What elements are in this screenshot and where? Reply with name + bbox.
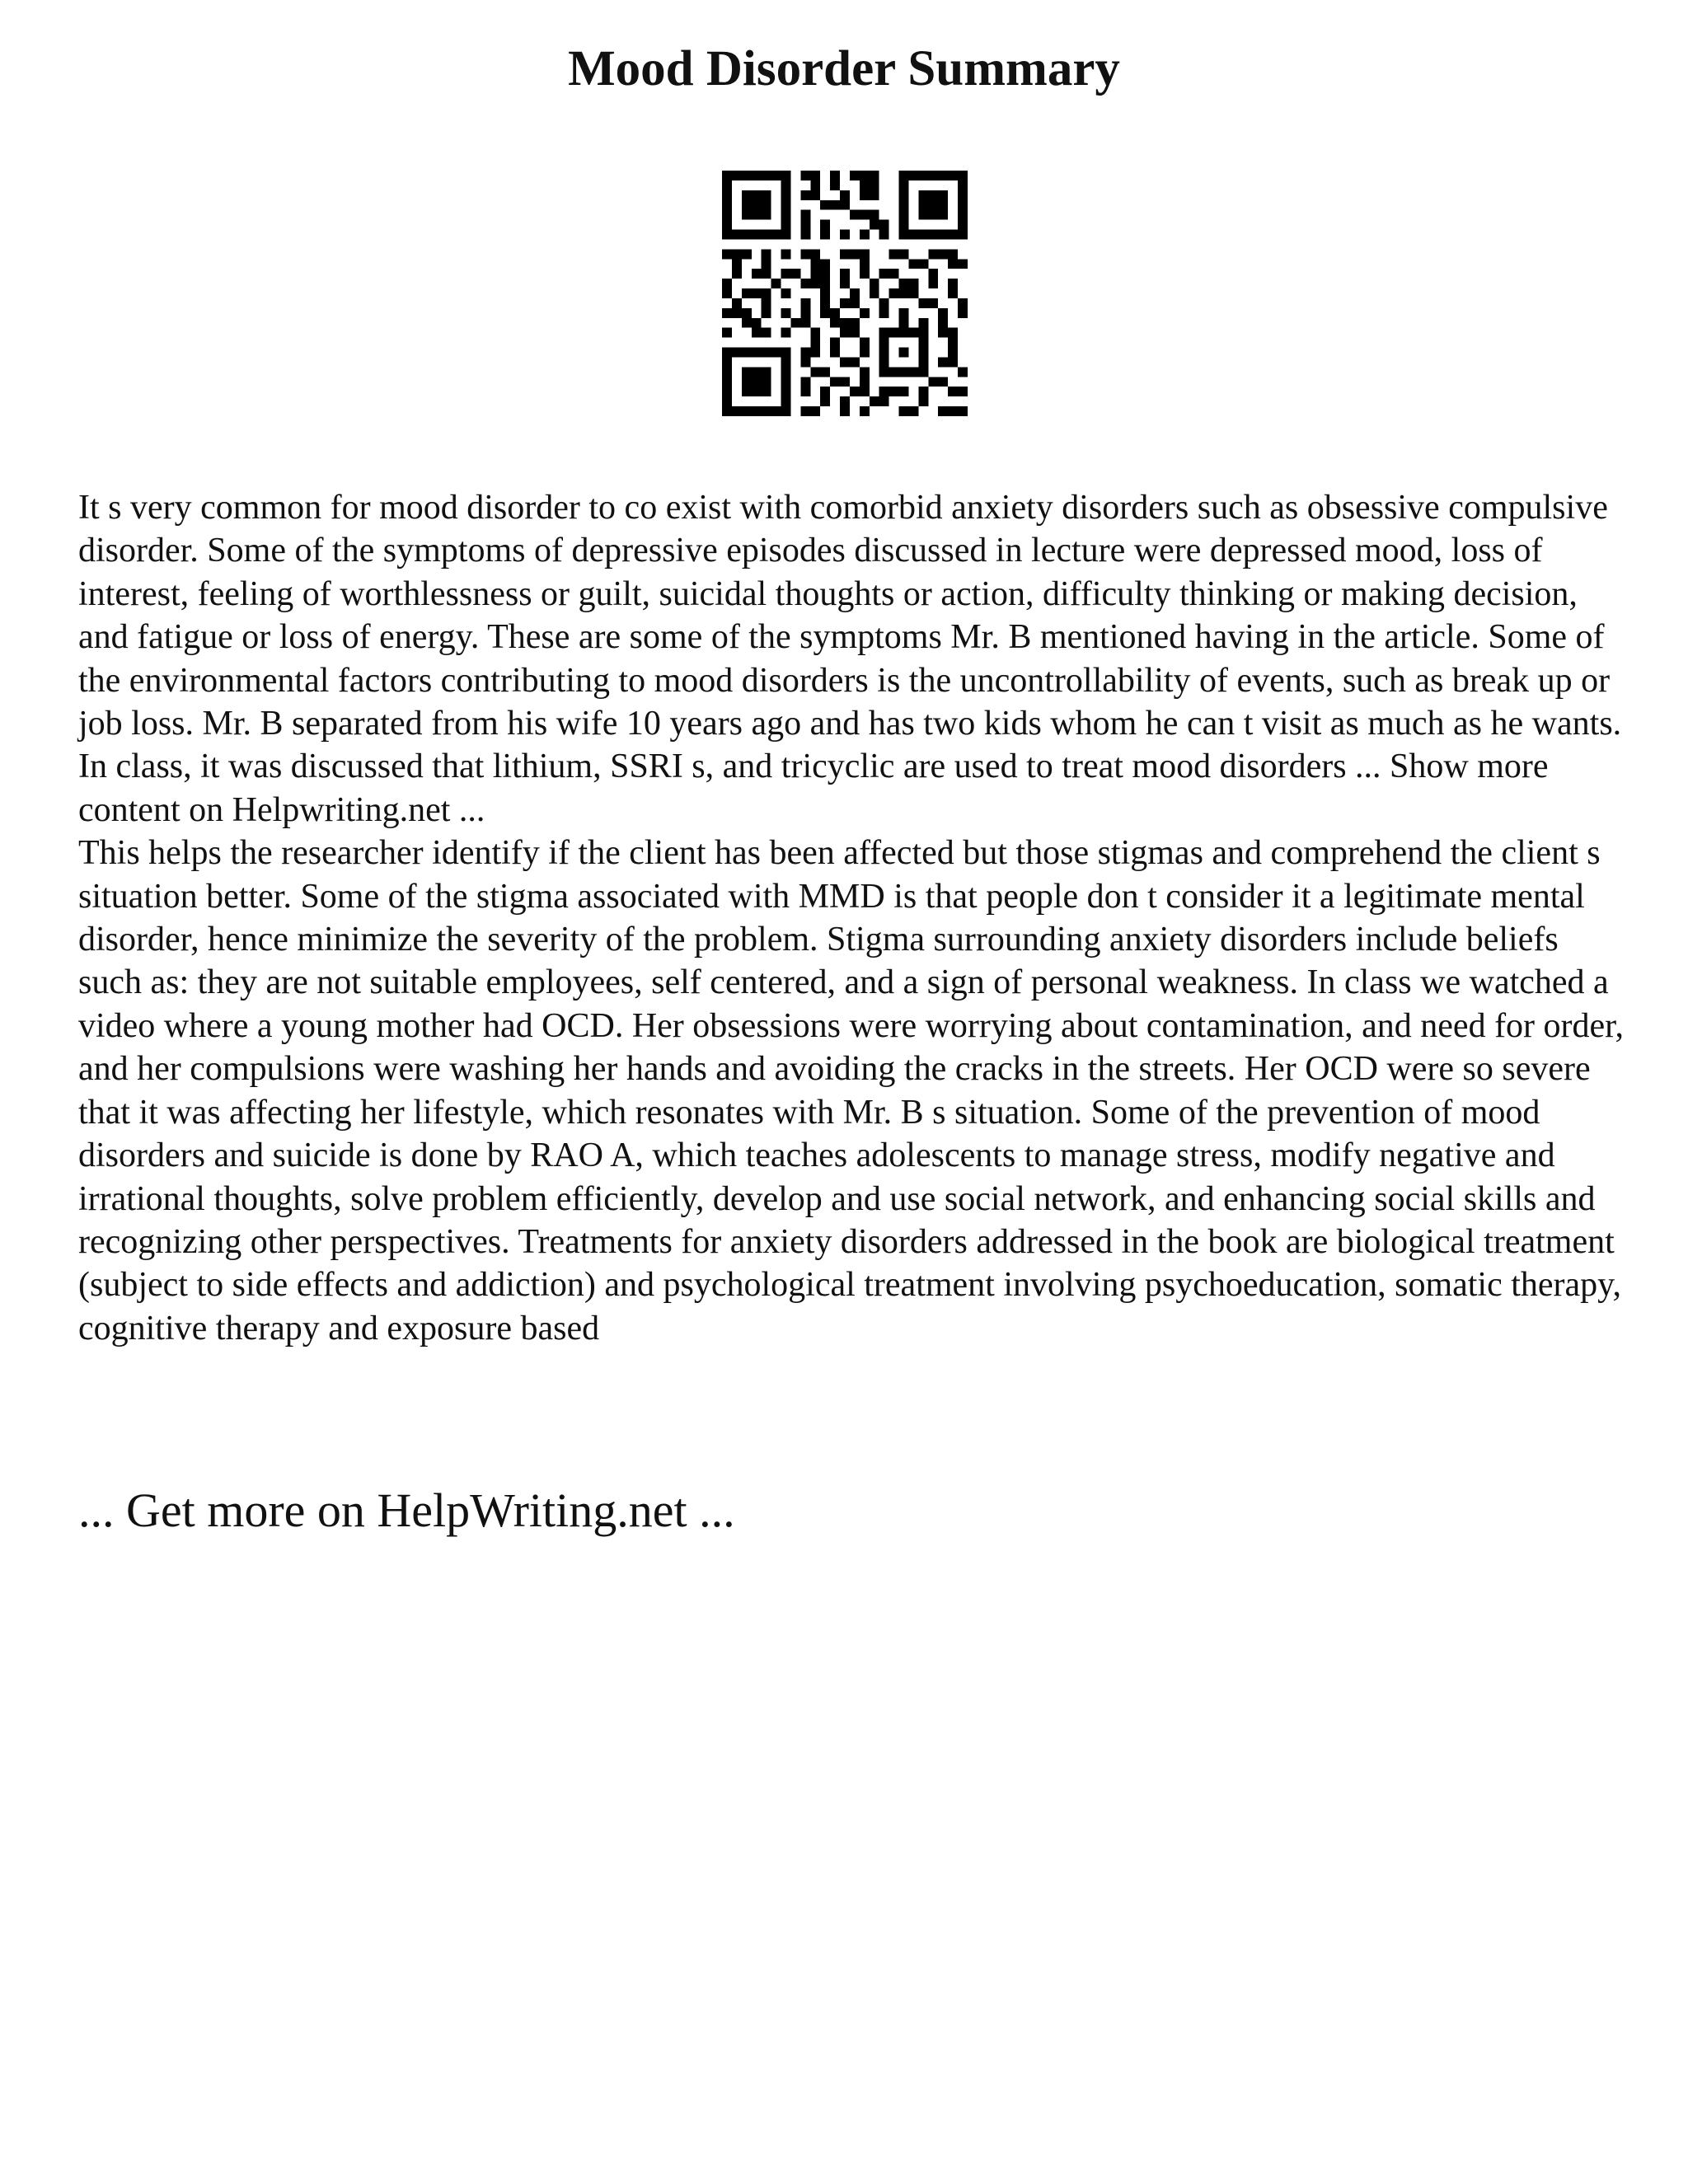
body-paragraph-2: This helps the researcher identify if the client has been affected but those stigmas and comprehend the client s situation better. Some of the stigma associated with MMD is that people don t consider it a legitimate mental disorder, hence minimize the severity of the problem. Stigma surrounding anxiety disorders include beliefs such as: they are not suitable employees, self centered, and a sign of personal weakness. In class we watched a video where a young mother had OCD. Her obsessions were worrying about contamination, and need for order, and her compulsions were washing her hands and avoiding the cracks in the streets. Her OCD were so severe that it was affecting her lifestyle, which resonates with Mr. B s situation. Some of the prevention of mood disorders and suicide is done by RAO A, which teaches adolescents to manage stress, modify negative and irrational thoughts, solve problem efficiently, develop and use social network, and enhancing social skills and recognizing other perspectives. Treatments for anxiety disorders addressed in the book are biological treatment (subject to side effects and addiction) and psychological treatment involving psychoeducation, somatic therapy, cognitive therapy and exposure based xyxy=(78,834,1624,1347)
article-body xyxy=(78,486,1628,1350)
qr-code-graphic xyxy=(722,171,968,416)
body-paragraph-1: It s very common for mood disorder to co exist with comorbid anxiety disorders such as obsessive compulsive disorder. Some of the symptoms of depressive episodes discussed in lecture were depressed mood, loss of interest, feeling of worthlessness or guilt, suicidal thoughts or action, difficulty thinking or making decision, and fatigue or loss of energy. These are some of the symptoms Mr. B mentioned having in the article. Some of the environmental factors contributing to mood disorders is the uncontrollability of events, such as break up or job loss. Mr. B separated from his wife 10 years ago and has two kids whom he can t visit as much as he wants. In class, it was discussed that lithium, SSRI s, and tricyclic are used to treat mood disorders ... Show more content on Helpwriting.net ... xyxy=(78,489,1622,829)
qr-code-icon xyxy=(722,171,968,416)
get-more-link[interactable]: ... Get more on HelpWriting.net ... xyxy=(78,1483,735,1537)
page-title: Mood Disorder Summary xyxy=(568,41,1120,96)
